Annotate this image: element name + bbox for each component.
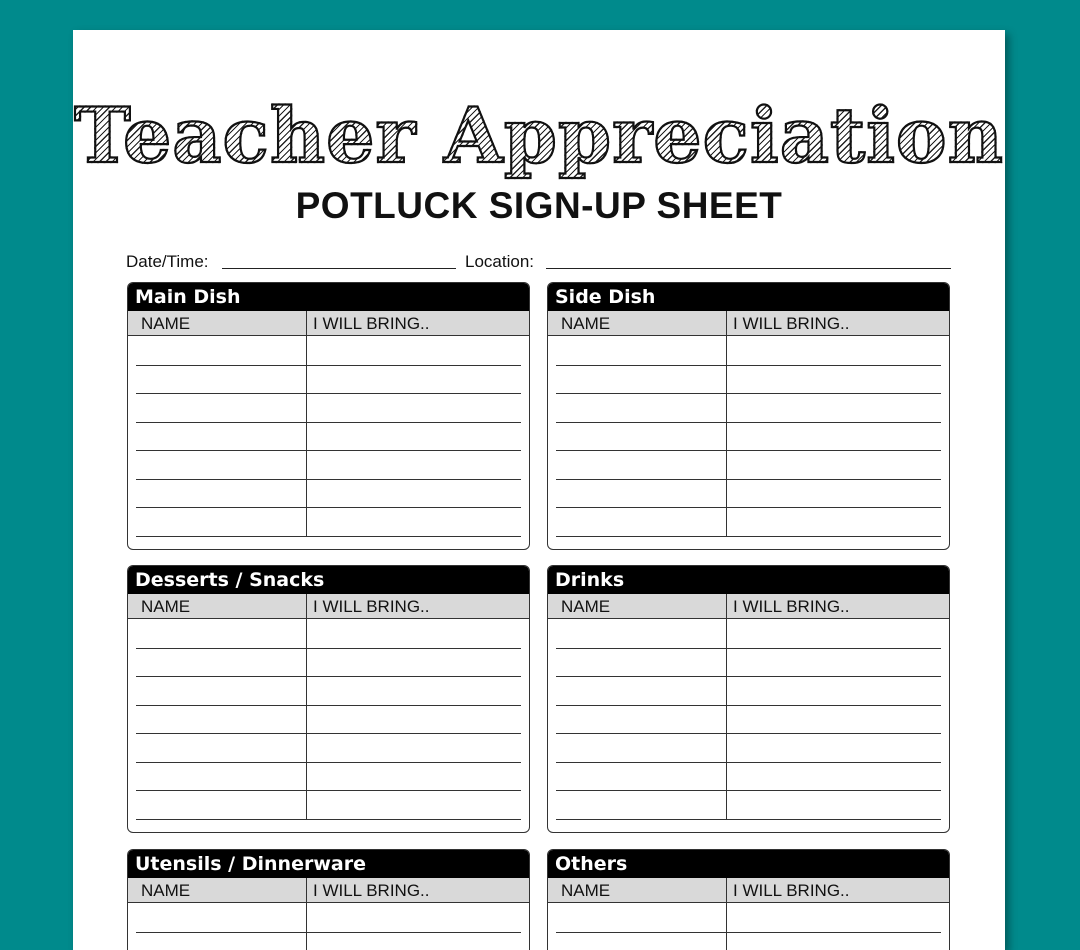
write-in-line[interactable] — [556, 932, 941, 933]
section-side-dish — [547, 282, 950, 550]
column-header-row — [548, 594, 949, 619]
column-header-row — [128, 878, 529, 903]
write-in-line[interactable] — [556, 507, 941, 508]
write-in-line[interactable] — [556, 365, 941, 366]
signup-rows[interactable] — [128, 903, 529, 950]
name-column-header: NAME — [561, 314, 611, 333]
bring-column-header: I WILL BRING.. — [313, 881, 430, 900]
column-divider — [726, 903, 727, 950]
write-in-line[interactable] — [136, 790, 521, 791]
column-divider — [726, 619, 727, 819]
name-column-header: NAME — [141, 314, 191, 333]
write-in-line[interactable] — [556, 422, 941, 423]
write-in-line[interactable] — [136, 365, 521, 366]
column-divider — [306, 903, 307, 950]
write-in-line[interactable] — [556, 479, 941, 480]
column-header-row — [128, 311, 529, 336]
bring-column-header: I WILL BRING.. — [313, 314, 430, 333]
date-time-field[interactable] — [222, 268, 456, 269]
signup-rows[interactable] — [548, 336, 949, 536]
bring-column-header: I WILL BRING.. — [733, 314, 850, 333]
write-in-line[interactable] — [556, 648, 941, 649]
column-divider — [726, 594, 727, 618]
bring-column-header: I WILL BRING.. — [733, 597, 850, 616]
write-in-line[interactable] — [556, 762, 941, 763]
name-column-header: NAME — [561, 597, 611, 616]
column-divider — [306, 336, 307, 536]
write-in-line[interactable] — [556, 790, 941, 791]
section-title: Drinks — [548, 566, 949, 594]
page-title: Teacher Appreciation — [74, 91, 1004, 180]
write-in-line[interactable] — [136, 536, 521, 537]
write-in-line[interactable] — [556, 393, 941, 394]
page-subtitle: POTLUCK SIGN-UP SHEET — [295, 185, 783, 226]
section-desserts-snacks — [127, 565, 530, 833]
column-header-row — [548, 311, 949, 336]
write-in-line[interactable] — [556, 733, 941, 734]
signup-rows[interactable] — [128, 336, 529, 536]
write-in-line[interactable] — [136, 648, 521, 649]
signup-rows[interactable] — [128, 619, 529, 819]
column-divider — [726, 336, 727, 536]
write-in-line[interactable] — [136, 705, 521, 706]
section-drinks — [547, 565, 950, 833]
section-others — [547, 849, 950, 950]
column-divider — [306, 311, 307, 335]
column-divider — [726, 311, 727, 335]
write-in-line[interactable] — [136, 733, 521, 734]
section-title: Desserts / Snacks — [128, 566, 529, 594]
signup-rows[interactable] — [548, 619, 949, 819]
write-in-line[interactable] — [556, 705, 941, 706]
write-in-line[interactable] — [136, 676, 521, 677]
section-main-dish — [127, 282, 530, 550]
write-in-line[interactable] — [136, 932, 521, 933]
section-title: Utensils / Dinnerware — [128, 850, 529, 878]
column-header-row — [548, 878, 949, 903]
bring-column-header: I WILL BRING.. — [313, 597, 430, 616]
write-in-line[interactable] — [136, 507, 521, 508]
write-in-line[interactable] — [136, 450, 521, 451]
location-label: Location: — [465, 252, 534, 271]
section-title: Side Dish — [548, 283, 949, 311]
section-title: Main Dish — [128, 283, 529, 311]
signup-sheet-page — [73, 30, 1005, 950]
column-divider — [306, 619, 307, 819]
section-title: Others — [548, 850, 949, 878]
write-in-line[interactable] — [556, 450, 941, 451]
write-in-line[interactable] — [556, 676, 941, 677]
bring-column-header: I WILL BRING.. — [733, 881, 850, 900]
write-in-line[interactable] — [136, 393, 521, 394]
signup-rows[interactable] — [548, 903, 949, 950]
column-divider — [726, 878, 727, 902]
write-in-line[interactable] — [136, 422, 521, 423]
name-column-header: NAME — [141, 881, 191, 900]
write-in-line[interactable] — [136, 762, 521, 763]
column-divider — [306, 594, 307, 618]
name-column-header: NAME — [141, 597, 191, 616]
meta-row — [126, 252, 952, 274]
write-in-line[interactable] — [136, 819, 521, 820]
write-in-line[interactable] — [556, 536, 941, 537]
section-utensils-dinnerware — [127, 849, 530, 950]
location-field[interactable] — [546, 268, 951, 269]
column-header-row — [128, 594, 529, 619]
write-in-line[interactable] — [136, 479, 521, 480]
name-column-header: NAME — [561, 881, 611, 900]
write-in-line[interactable] — [556, 819, 941, 820]
column-divider — [306, 878, 307, 902]
date-time-label: Date/Time: — [126, 252, 209, 271]
